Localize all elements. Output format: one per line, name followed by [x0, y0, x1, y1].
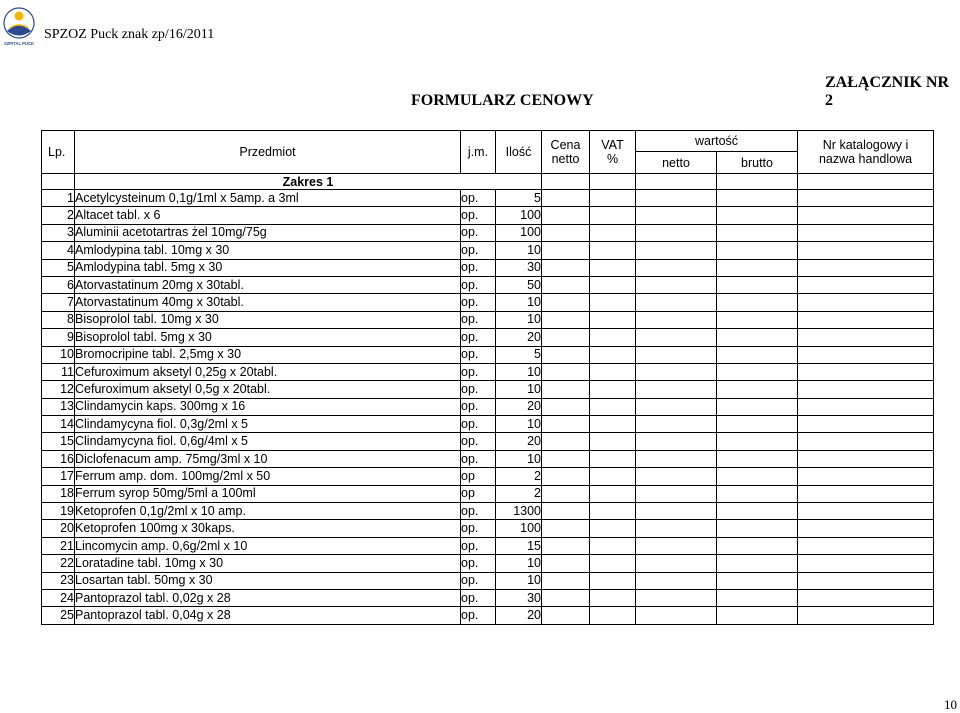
row-jm: op [461, 485, 496, 502]
row-cena-netto-cell [542, 589, 590, 606]
row-cena-netto-cell [542, 276, 590, 293]
row-vat-cell [590, 207, 636, 224]
row-wartosc-brutto-cell [717, 607, 798, 624]
row-ilosc: 20 [496, 433, 542, 450]
row-vat-cell [590, 503, 636, 520]
row-vat-cell [590, 363, 636, 380]
row-jm: op. [461, 589, 496, 606]
table-row [42, 503, 934, 520]
row-lp: 22 [42, 555, 75, 572]
row-ilosc: 10 [496, 381, 542, 398]
row-lp: 8 [42, 311, 75, 328]
row-jm: op. [461, 242, 496, 259]
row-jm: op. [461, 572, 496, 589]
row-cena-netto-cell [542, 450, 590, 467]
row-vat-cell [590, 398, 636, 415]
row-lp: 11 [42, 363, 75, 380]
row-vat-cell [590, 224, 636, 241]
row-vat-cell [590, 572, 636, 589]
row-wartosc-brutto-cell [717, 224, 798, 241]
row-wartosc-brutto-cell [717, 259, 798, 276]
row-jm: op. [461, 520, 496, 537]
row-vat-cell [590, 589, 636, 606]
row-wartosc-netto-cell [636, 398, 717, 415]
row-przedmiot: Clindamycyna fiol. 0,6g/4ml x 5 [75, 433, 461, 450]
row-nr-katalogowy-cell [798, 503, 934, 520]
row-cena-netto-cell [542, 259, 590, 276]
row-cena-netto-cell [542, 224, 590, 241]
table-row [42, 537, 934, 554]
row-przedmiot: Atorvastatinum 40mg x 30tabl. [75, 294, 461, 311]
organization-reference: SPZOZ Puck znak zp/16/2011 [44, 27, 215, 42]
row-vat-cell [590, 311, 636, 328]
row-vat-cell [590, 259, 636, 276]
row-jm: op. [461, 450, 496, 467]
table-row [42, 207, 934, 224]
row-wartosc-netto-cell [636, 433, 717, 450]
column-header-przedmiot: Przedmiot [75, 131, 461, 174]
row-wartosc-brutto-cell [717, 311, 798, 328]
row-wartosc-brutto-cell [717, 276, 798, 293]
row-ilosc: 20 [496, 329, 542, 346]
table-row [42, 190, 934, 207]
row-vat-cell [590, 520, 636, 537]
row-cena-netto-cell [542, 433, 590, 450]
table-row [42, 416, 934, 433]
row-jm: op. [461, 363, 496, 380]
row-cena-netto-cell [542, 329, 590, 346]
row-nr-katalogowy-cell [798, 416, 934, 433]
row-ilosc: 100 [496, 224, 542, 241]
row-przedmiot: Cefuroximum aksetyl 0,25g x 20tabl. [75, 363, 461, 380]
row-vat-cell [590, 468, 636, 485]
column-header-lp: Lp. [42, 131, 75, 174]
row-nr-katalogowy-cell [798, 294, 934, 311]
row-przedmiot: Ferrum syrop 50mg/5ml a 100ml [75, 485, 461, 502]
row-wartosc-brutto-cell [717, 468, 798, 485]
row-nr-katalogowy-cell [798, 224, 934, 241]
table-row [42, 224, 934, 241]
row-vat-cell [590, 537, 636, 554]
row-lp: 20 [42, 520, 75, 537]
row-lp: 25 [42, 607, 75, 624]
row-wartosc-brutto-cell [717, 503, 798, 520]
row-ilosc: 20 [496, 607, 542, 624]
row-lp: 17 [42, 468, 75, 485]
row-nr-katalogowy-cell [798, 485, 934, 502]
row-ilosc: 2 [496, 468, 542, 485]
row-lp: 4 [42, 242, 75, 259]
row-ilosc: 5 [496, 346, 542, 363]
row-lp: 1 [42, 190, 75, 207]
table-row [42, 468, 934, 485]
row-vat-cell [590, 607, 636, 624]
row-ilosc: 20 [496, 398, 542, 415]
row-cena-netto-cell [542, 537, 590, 554]
row-przedmiot: Ferrum amp. dom. 100mg/2ml x 50 [75, 468, 461, 485]
row-vat-cell [590, 294, 636, 311]
row-nr-katalogowy-cell [798, 520, 934, 537]
row-ilosc: 30 [496, 259, 542, 276]
row-ilosc: 1300 [496, 503, 542, 520]
row-vat-cell [590, 276, 636, 293]
row-jm: op. [461, 433, 496, 450]
row-nr-katalogowy-cell [798, 537, 934, 554]
row-wartosc-brutto-cell [717, 242, 798, 259]
row-lp: 21 [42, 537, 75, 554]
row-jm: op. [461, 207, 496, 224]
row-cena-netto-cell [542, 503, 590, 520]
row-ilosc: 30 [496, 589, 542, 606]
row-nr-katalogowy-cell [798, 190, 934, 207]
row-przedmiot: Ketoprofen 100mg x 30kaps. [75, 520, 461, 537]
row-wartosc-netto-cell [636, 190, 717, 207]
row-wartosc-netto-cell [636, 259, 717, 276]
row-ilosc: 100 [496, 520, 542, 537]
row-nr-katalogowy-cell [798, 572, 934, 589]
hospital-logo [0, 4, 38, 48]
row-wartosc-brutto-cell [717, 433, 798, 450]
table-row [42, 450, 934, 467]
row-wartosc-netto-cell [636, 363, 717, 380]
row-przedmiot: Cefuroximum aksetyl 0,5g x 20tabl. [75, 381, 461, 398]
row-vat-cell [590, 346, 636, 363]
row-przedmiot: Pantoprazol tabl. 0,02g x 28 [75, 589, 461, 606]
row-cena-netto-cell [542, 311, 590, 328]
row-cena-netto-cell [542, 346, 590, 363]
row-cena-netto-cell [542, 190, 590, 207]
row-ilosc: 10 [496, 572, 542, 589]
row-wartosc-brutto-cell [717, 416, 798, 433]
row-wartosc-netto-cell [636, 329, 717, 346]
row-wartosc-netto-cell [636, 381, 717, 398]
row-jm: op. [461, 381, 496, 398]
row-wartosc-netto-cell [636, 416, 717, 433]
row-cena-netto-cell [542, 555, 590, 572]
row-nr-katalogowy-cell [798, 468, 934, 485]
row-wartosc-netto-cell [636, 537, 717, 554]
row-wartosc-netto-cell [636, 450, 717, 467]
row-ilosc: 10 [496, 416, 542, 433]
row-wartosc-brutto-cell [717, 555, 798, 572]
row-wartosc-brutto-cell [717, 398, 798, 415]
row-wartosc-netto-cell [636, 276, 717, 293]
row-nr-katalogowy-cell [798, 259, 934, 276]
table-row [42, 398, 934, 415]
row-przedmiot: Pantoprazol tabl. 0,04g x 28 [75, 607, 461, 624]
row-jm: op. [461, 329, 496, 346]
row-vat-cell [590, 242, 636, 259]
row-jm: op. [461, 416, 496, 433]
row-ilosc: 10 [496, 242, 542, 259]
row-nr-katalogowy-cell [798, 346, 934, 363]
table-row [42, 329, 934, 346]
row-cena-netto-cell [542, 207, 590, 224]
row-ilosc: 10 [496, 450, 542, 467]
row-przedmiot: Aluminii acetotartras żel 10mg/75g [75, 224, 461, 241]
row-nr-katalogowy-cell [798, 607, 934, 624]
row-lp: 15 [42, 433, 75, 450]
table-row [42, 242, 934, 259]
price-form-table [41, 130, 934, 625]
row-vat-cell [590, 433, 636, 450]
row-wartosc-netto-cell [636, 311, 717, 328]
row-nr-katalogowy-cell [798, 242, 934, 259]
row-nr-katalogowy-cell [798, 381, 934, 398]
table-row [42, 276, 934, 293]
section-label: Zakres 1 [75, 174, 542, 190]
row-nr-katalogowy-cell [798, 363, 934, 380]
row-lp: 12 [42, 381, 75, 398]
row-wartosc-brutto-cell [717, 485, 798, 502]
row-wartosc-brutto-cell [717, 207, 798, 224]
row-jm: op. [461, 276, 496, 293]
column-header-vat: VAT % [590, 131, 636, 174]
row-wartosc-brutto-cell [717, 346, 798, 363]
row-lp: 14 [42, 416, 75, 433]
row-wartosc-netto-cell [636, 294, 717, 311]
row-vat-cell [590, 329, 636, 346]
row-lp: 10 [42, 346, 75, 363]
row-wartosc-brutto-cell [717, 294, 798, 311]
table-row [42, 485, 934, 502]
row-lp: 6 [42, 276, 75, 293]
annex-label: ZAŁĄCZNIK NR 2 [825, 74, 950, 109]
row-jm: op. [461, 346, 496, 363]
row-ilosc: 15 [496, 537, 542, 554]
row-nr-katalogowy-cell [798, 329, 934, 346]
row-wartosc-netto-cell [636, 589, 717, 606]
row-vat-cell [590, 190, 636, 207]
row-cena-netto-cell [542, 398, 590, 415]
row-cena-netto-cell [542, 416, 590, 433]
table-row [42, 520, 934, 537]
row-cena-netto-cell [542, 294, 590, 311]
row-ilosc: 10 [496, 555, 542, 572]
row-ilosc: 2 [496, 485, 542, 502]
column-header-wartosc: wartość [636, 131, 798, 152]
row-przedmiot: Atorvastatinum 20mg x 30tabl. [75, 276, 461, 293]
table-row [42, 589, 934, 606]
page-number: 10 [944, 697, 957, 712]
column-header-netto: netto [636, 152, 717, 174]
row-lp: 16 [42, 450, 75, 467]
row-wartosc-brutto-cell [717, 537, 798, 554]
row-lp: 13 [42, 398, 75, 415]
row-wartosc-netto-cell [636, 607, 717, 624]
row-nr-katalogowy-cell [798, 555, 934, 572]
row-wartosc-brutto-cell [717, 589, 798, 606]
row-przedmiot: Amlodypina tabl. 5mg x 30 [75, 259, 461, 276]
row-wartosc-netto-cell [636, 468, 717, 485]
row-nr-katalogowy-cell [798, 276, 934, 293]
row-wartosc-brutto-cell [717, 329, 798, 346]
row-cena-netto-cell [542, 363, 590, 380]
table-row [42, 381, 934, 398]
row-przedmiot: Clindamycin kaps. 300mg x 16 [75, 398, 461, 415]
row-przedmiot: Bisoprolol tabl. 5mg x 30 [75, 329, 461, 346]
row-wartosc-netto-cell [636, 572, 717, 589]
row-przedmiot: Bromocripine tabl. 2,5mg x 30 [75, 346, 461, 363]
row-cena-netto-cell [542, 520, 590, 537]
row-lp: 23 [42, 572, 75, 589]
row-lp: 7 [42, 294, 75, 311]
row-ilosc: 50 [496, 276, 542, 293]
row-ilosc: 10 [496, 294, 542, 311]
row-jm: op. [461, 537, 496, 554]
row-cena-netto-cell [542, 607, 590, 624]
row-cena-netto-cell [542, 485, 590, 502]
row-wartosc-brutto-cell [717, 381, 798, 398]
row-wartosc-brutto-cell [717, 572, 798, 589]
table-row [42, 607, 934, 624]
table-row [42, 555, 934, 572]
row-ilosc: 100 [496, 207, 542, 224]
form-title: FORMULARZ CENOWY [411, 92, 594, 109]
row-przedmiot: Altacet tabl. x 6 [75, 207, 461, 224]
row-wartosc-brutto-cell [717, 363, 798, 380]
row-cena-netto-cell [542, 468, 590, 485]
row-lp: 24 [42, 589, 75, 606]
row-przedmiot: Lincomycin amp. 0,6g/2ml x 10 [75, 537, 461, 554]
row-jm: op [461, 468, 496, 485]
row-jm: op. [461, 259, 496, 276]
row-jm: op. [461, 503, 496, 520]
svg-text:SZPITAL PUCK: SZPITAL PUCK [3, 41, 35, 46]
row-jm: op. [461, 607, 496, 624]
row-wartosc-netto-cell [636, 346, 717, 363]
row-przedmiot: Acetylcysteinum 0,1g/1ml x 5amp. a 3ml [75, 190, 461, 207]
row-lp: 9 [42, 329, 75, 346]
row-ilosc: 10 [496, 311, 542, 328]
row-nr-katalogowy-cell [798, 450, 934, 467]
row-przedmiot: Bisoprolol tabl. 10mg x 30 [75, 311, 461, 328]
row-jm: op. [461, 224, 496, 241]
column-header-ilosc: Ilość [496, 131, 542, 174]
table-row [42, 311, 934, 328]
row-nr-katalogowy-cell [798, 311, 934, 328]
row-ilosc: 10 [496, 363, 542, 380]
row-wartosc-netto-cell [636, 555, 717, 572]
row-wartosc-netto-cell [636, 207, 717, 224]
row-vat-cell [590, 555, 636, 572]
row-przedmiot: Ketoprofen 0,1g/2ml x 10 amp. [75, 503, 461, 520]
row-vat-cell [590, 381, 636, 398]
row-vat-cell [590, 416, 636, 433]
table-row [42, 346, 934, 363]
row-lp: 18 [42, 485, 75, 502]
row-lp: 19 [42, 503, 75, 520]
row-cena-netto-cell [542, 242, 590, 259]
row-vat-cell [590, 485, 636, 502]
row-przedmiot: Clindamycyna fiol. 0,3g/2ml x 5 [75, 416, 461, 433]
row-nr-katalogowy-cell [798, 207, 934, 224]
row-nr-katalogowy-cell [798, 398, 934, 415]
column-header-jm: j.m. [461, 131, 496, 174]
row-ilosc: 5 [496, 190, 542, 207]
row-jm: op. [461, 294, 496, 311]
row-przedmiot: Amlodypina tabl. 10mg x 30 [75, 242, 461, 259]
row-nr-katalogowy-cell [798, 433, 934, 450]
row-jm: op. [461, 190, 496, 207]
row-lp: 2 [42, 207, 75, 224]
row-przedmiot: Losartan tabl. 50mg x 30 [75, 572, 461, 589]
row-cena-netto-cell [542, 381, 590, 398]
row-przedmiot: Diclofenacum amp. 75mg/3ml x 10 [75, 450, 461, 467]
column-header-brutto: brutto [717, 152, 798, 174]
row-wartosc-netto-cell [636, 503, 717, 520]
row-wartosc-netto-cell [636, 242, 717, 259]
row-lp: 3 [42, 224, 75, 241]
table-row [42, 363, 934, 380]
table-row [42, 433, 934, 450]
column-header-cena-netto: Cena netto [542, 131, 590, 174]
row-wartosc-netto-cell [636, 224, 717, 241]
row-lp: 5 [42, 259, 75, 276]
row-cena-netto-cell [542, 572, 590, 589]
row-wartosc-brutto-cell [717, 520, 798, 537]
table-row [42, 572, 934, 589]
row-jm: op. [461, 311, 496, 328]
row-jm: op. [461, 398, 496, 415]
row-wartosc-brutto-cell [717, 450, 798, 467]
table-row [42, 259, 934, 276]
row-nr-katalogowy-cell [798, 589, 934, 606]
row-vat-cell [590, 450, 636, 467]
row-wartosc-netto-cell [636, 485, 717, 502]
table-row [42, 294, 934, 311]
row-wartosc-brutto-cell [717, 190, 798, 207]
column-header-nr-katalogowy: Nr katalogowy i nazwa handlowa [798, 131, 934, 174]
row-wartosc-netto-cell [636, 520, 717, 537]
row-przedmiot: Loratadine tabl. 10mg x 30 [75, 555, 461, 572]
row-jm: op. [461, 555, 496, 572]
